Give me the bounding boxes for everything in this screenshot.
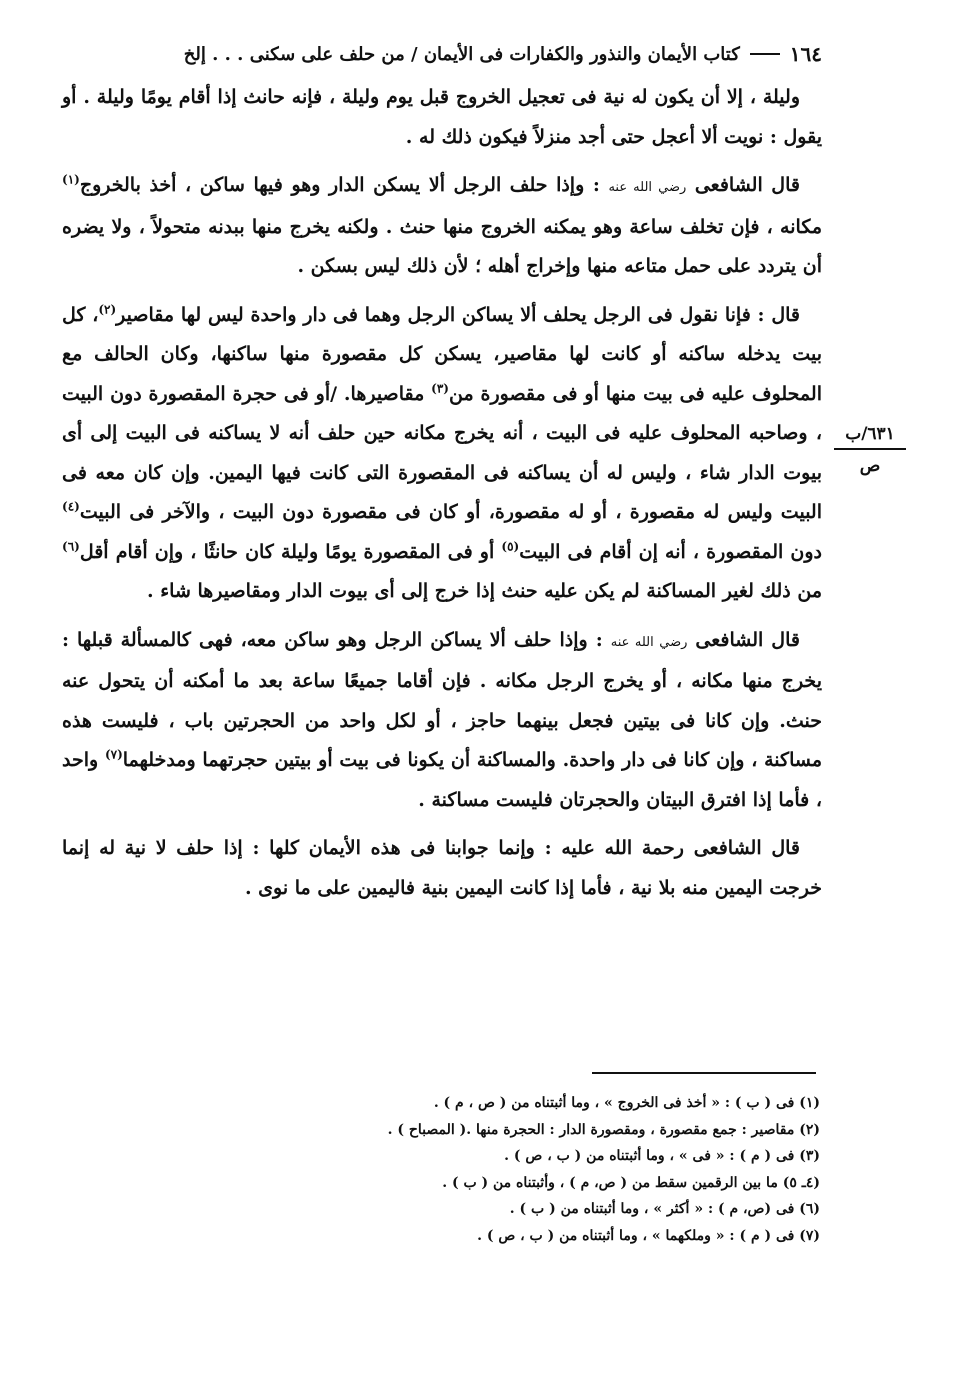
footnotes — [160, 1090, 820, 1249]
main-text — [62, 78, 822, 917]
manuscript-siglum: ص — [859, 456, 881, 476]
running-title: كتاب الأيمان والنذور والكفارات فى الأيمان / من حلف على سكنى . . . إلخ — [183, 43, 740, 65]
paragraph-text: : وإذا حلف الرجل ألا يسكن الدار وهو فيها ساكن ، أخذ بالخروج — [79, 174, 600, 196]
footnote-7: (٧) فى ( م ) : « وملكهما » ، وما أثبتناه من ( ب ، ص ) . — [477, 1227, 820, 1244]
paragraph-4 — [62, 621, 822, 821]
paragraph-text: دون المقصورة ، أنه إن أقام فى البيت — [519, 540, 822, 563]
paragraph-3 — [62, 296, 822, 612]
footnote-ref[interactable]: (٦) — [62, 539, 80, 554]
footnote-ref[interactable]: (٣) — [431, 381, 449, 396]
footnote-ref[interactable]: (٢) — [98, 302, 117, 317]
footnote-ref[interactable]: (٤) — [62, 499, 80, 514]
paragraph-text: واحد ، فأما إذا افترق البيتان والحجرتان فليست مساكنة . — [62, 749, 822, 811]
footnote-1: (١) فى ( ب ) : « أخذ فى الخروج » ، وما أثبتناه من ( ص ، م ) . — [433, 1095, 820, 1111]
paragraph-1 — [62, 78, 822, 157]
footnote-ref[interactable]: (٥) — [501, 539, 520, 554]
honorific-mark: رضي الله عنه — [608, 180, 687, 195]
paragraph-text: : وإذا حلف ألا يساكن الرجل وهو ساكن معه، فهى كالمسألة قبلها : يخرج منها مكانه ، أو يخرج الرجل مكانه . فإن أقاما جميعًا ساعة بعد ما أمكنه أن يتحول عنه حنث. وإن كانا فى بيتين فجعل بينهما حاجز ، أو لكل واحد من الحجرتين باب ، فليست هذه مساكنة ، وإن كانا فى دار واحدة. والمساكنة أن يكونا فى بيت أو بيتين حجرتهما ومدخلهما — [62, 628, 822, 771]
paragraph-text: مقاصيرها. /أو فى حجرة المقصورة دون البيت ، وصاحبه المحلوف عليه فى البيت ، أنه يخرج مكانه حين حلف أنه لا يساكنه فى البيت إلى أى بيوت الدار شاء ، وليس له أن يساكنه فى المقصورة التى كانت فيها اليمين. وإن كان معه فى البيت وليس له مقصورة ، أو له مقصورة، أو كان فى مقصورة دون البيت ، والآخر فى البيت — [62, 382, 822, 523]
folio-marker: ٦٣١/ب — [845, 424, 895, 444]
paragraph-text: وليلة ، إلا أن يكون له نية فى تعجيل الخروج قبل يوم وليلة ، فإنه حانث إذا أقام يومًا وليلة . أو يقول : نويت ألا أعجل حتى أجد منزلاً فيكون ذلك له . — [62, 86, 822, 148]
speaker-lead: قال الشافعى — [693, 837, 800, 859]
paragraph-2 — [62, 166, 822, 287]
paragraph-text: أو فى المقصورة يومًا وليلة كان حانثًا ، وإن أقام أقل — [79, 540, 502, 563]
paragraph-text: قال : فإنا نقول فى الرجل يحلف ألا يساكن الرجل وهما فى دار واحدة ليس لها مقاصير — [116, 303, 800, 326]
footnote-6: (٦) فى (ص، م ) : « أكثر » ، وما أثبتناه من ( ب ) . — [509, 1201, 820, 1217]
footnote-ref[interactable]: (٧) — [104, 747, 123, 762]
footnote-separator — [592, 1072, 816, 1074]
margin-folio-note — [834, 424, 906, 476]
footnote-2: (٢) مقاصير : جمع مقصورة ، ومقصورة الدار : الحجرة منها .( المصباح ) . — [387, 1121, 820, 1138]
honorific-mark: رضي الله عنه — [610, 634, 688, 650]
margin-rule — [834, 448, 906, 450]
running-header — [62, 42, 822, 66]
speaker-lead: قال الشافعى — [695, 628, 800, 651]
speaker-lead: قال الشافعى — [694, 174, 800, 196]
paragraph-text: من ذلك لغير المساكنة لم يكن عليه حنث إذا خرج إلى أى بيوت الدار ومقاصيرها شاء . — [147, 580, 822, 602]
header-dash — [750, 53, 780, 55]
paragraph-5 — [62, 829, 822, 908]
footnote-ref[interactable]: (١) — [62, 172, 80, 187]
paragraph-text: مكانه ، فإن تخلف ساعة وهو يمكنه الخروج منها حنث . ولكنه يخرج منها ببدنه متحولاً ، ولا يضره أن يتردد على حمل متاعه منها وإخراج أهله ؛ لأن ذلك ليس بسكن . — [62, 215, 822, 277]
page-number: ١٦٤ — [789, 42, 822, 66]
paragraph-text: ، كل بيت يدخله ساكنه أو كانت لها مقاصير، يسكن كل مقصورة منها ساكنها، وكان الحالف مع المحلوف عليه فى بيت منها أو فى مقصورة من — [62, 303, 822, 405]
footnote-4-5: (٤ـ ٥) ما بين الرقمين سقط من ( ص، م ) ، وأثبتناه من ( ب ) . — [442, 1174, 820, 1191]
paragraph-text: رحمة الله عليه : وإنما جوابنا فى هذه الأيمان كلها : إذا حلف لا نية له إنما خرجت اليمين منه بلا نية ، فأما إذا كانت اليمين بنية فاليمين على ما نوى . — [62, 837, 822, 899]
footnote-3: (٣) فى ( م ) : « فى » ، وما أثبتناه من ( ب ، ص ) . — [504, 1148, 820, 1164]
